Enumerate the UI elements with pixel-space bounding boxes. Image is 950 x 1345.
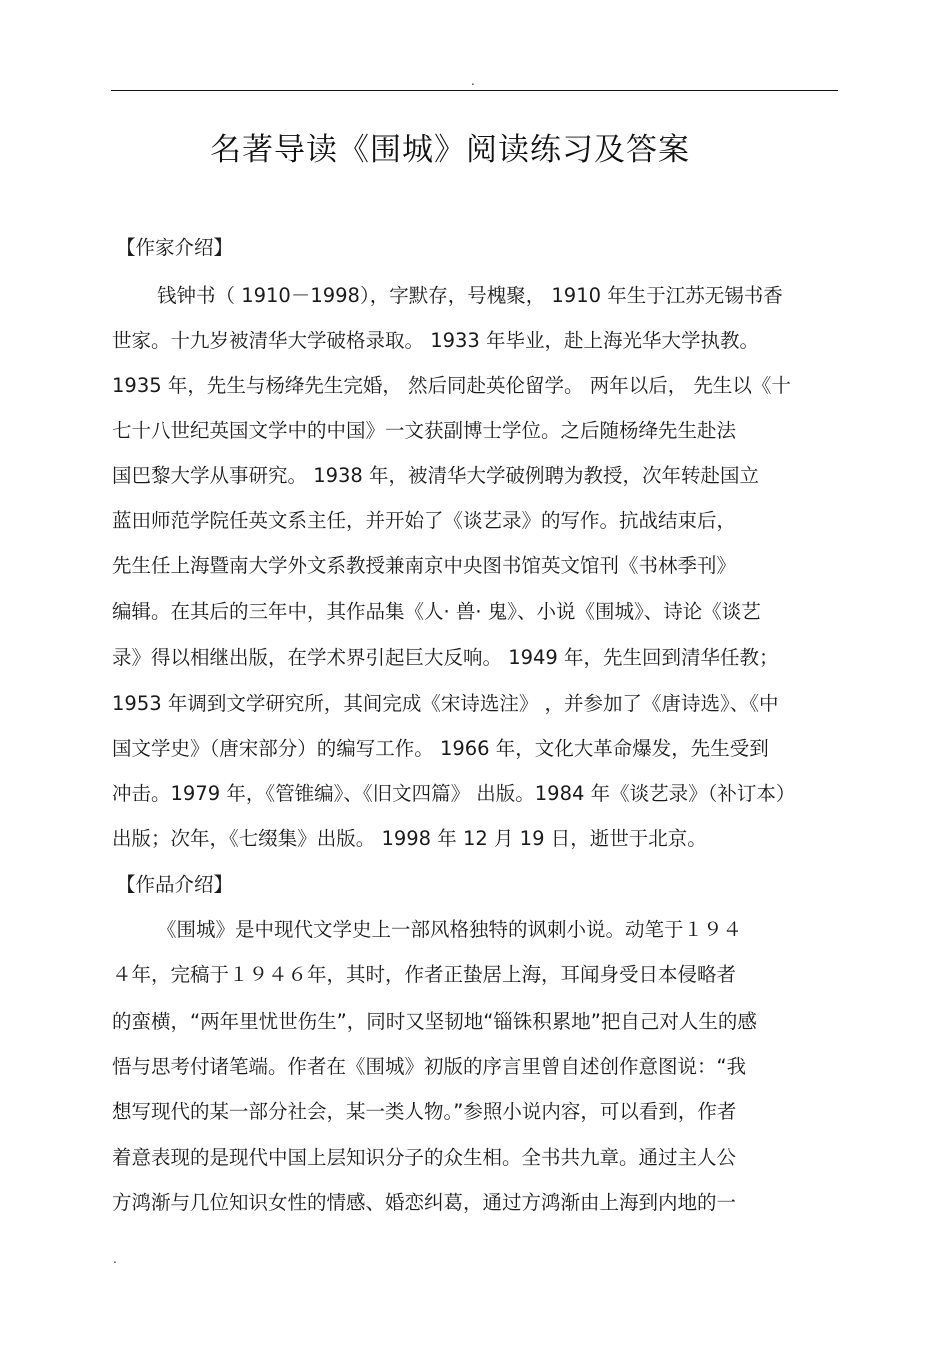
paragraph-line: 1935 年，先生与杨绛先生完婚， 然后同赴英伦留学。 两年以后， 先生以《十 (112, 374, 791, 397)
paragraph-line: 悟与思考付诸笔端。作者在《围城》初版的序言里曾自述创作意图说：“我 (112, 1055, 747, 1078)
header-dot: . (471, 74, 475, 88)
paragraph-line: 先生任上海暨南大学外文系教授兼南京中央图书馆英文馆刊《书林季刊》 (112, 554, 737, 577)
paragraph-line: 钱钟书（ 1910－1998），字默存，号槐聚， 1910 年生于江苏无锡书香 (157, 284, 783, 307)
paragraph-line: 的蛮横，“两年里忧世伤生”，同时又坚韧地“锱铢积累地”把自己对人生的感 (112, 1010, 757, 1033)
paragraph-line: 七十八世纪英国文学中的中国》一文获副博士学位。之后随杨绛先生赴法 (112, 419, 737, 442)
section-heading-author: 【作家介绍】 (116, 236, 234, 259)
paragraph-line: 编辑。在其后的三年中，其作品集《人· 兽· 鬼》、小说《围城》、诗论《谈艺 (112, 600, 761, 623)
footer-dot: . (113, 1252, 117, 1266)
paragraph-line: 方鸿渐与几位知识女性的情感、婚恋纠葛，通过方鸿渐由上海到内地的一 (112, 1191, 737, 1214)
document-title: 名著导读《围城》阅读练习及答案 (210, 132, 690, 168)
section-heading-work: 【作品介绍】 (116, 873, 234, 896)
paragraph-line: 冲击。1979 年，《管锥编》、《旧文四篇》 出版。1984 年《谈艺录》（补订本） (112, 782, 796, 805)
paragraph-line: ４年，完稿于１９４６年，其时，作者正蛰居上海，耳闻身受日本侵略者 (112, 963, 737, 986)
paragraph-line: 1953 年调到文学研究所，其间完成《宋诗选注》 ，并参加了《唐诗选》、《中 (112, 692, 779, 715)
paragraph-line: 录》得以相继出版，在学术界引起巨大反响。 1949 年，先生回到清华任教； (112, 646, 779, 669)
paragraph-line: 出版；次年，《七缀集》出版。 1998 年 12 月 19 日，逝世于北京。 (112, 827, 707, 850)
paragraph-line: 国文学史》（唐宋部分）的编写工作。 1966 年，文化大革命爆发，先生受到 (112, 737, 769, 760)
paragraph-line: 着意表现的是现代中国上层知识分子的众生相。全书共九章。通过主人公 (112, 1146, 737, 1169)
paragraph-line: 世家。十九岁被清华大学破格录取。 1933 年毕业，赴上海光华大学执教。 (112, 329, 760, 352)
header-rule (111, 90, 838, 91)
paragraph-line: 国巴黎大学从事研究。 1938 年，被清华大学破例聘为教授，次年转赴国立 (112, 464, 760, 487)
paragraph-line: 想写现代的某一部分社会，某一类人物。”参照小说内容，可以看到，作者 (112, 1100, 737, 1123)
paragraph-line: 《围城》是中现代文学史上一部风格独特的讽刺小说。动笔于１９４ (157, 918, 743, 941)
paragraph-line: 蓝田师范学院任英文系主任，并开始了《谈艺录》的写作。抗战结束后， (112, 509, 737, 532)
